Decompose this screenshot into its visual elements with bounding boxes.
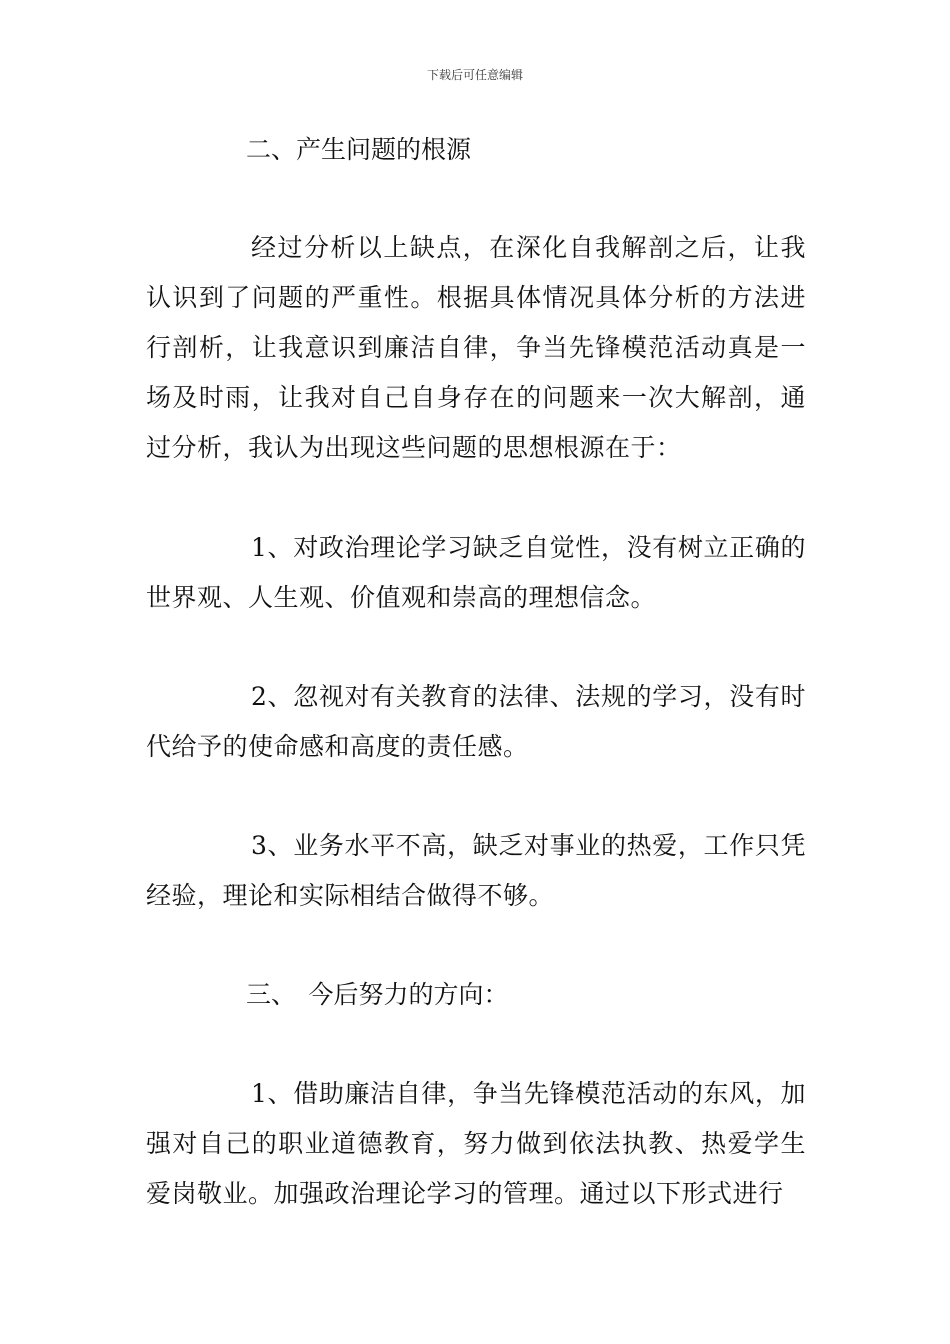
section-2-item-3: 3、业务水平不高，缺乏对事业的热爱，工作只凭经验，理论和实际相结合做得不够。: [146, 831, 806, 910]
section-heading-3: 三、 今后努力的方向：: [246, 980, 509, 1009]
section-3-item-1: 1、借助廉洁自律，争当先锋模范活动的东风，加强对自己的职业道德教育，努力做到依法执教、热爱学生爱岗敬业。加强政治理论学习的管理。通过以下形式进行: [146, 1079, 806, 1208]
section-heading-2: 二、产生问题的根源: [246, 135, 472, 164]
section-2-intro-paragraph: 经过分析以上缺点，在深化自我解剖之后，让我认识到了问题的严重性。根据具体情况具体分析的方法进行剖析，让我意识到廉洁自律，争当先锋模范活动真是一场及时雨，让我对自己自身存在的问题来一次大解剖，通过分析，我认为出现这些问题的思想根源在于：: [146, 233, 806, 462]
page-header: 下载后可任意编辑: [426, 68, 523, 82]
section-2-item-1: 1、对政治理论学习缺乏自觉性，没有树立正确的世界观、人生观、价值观和崇高的理想信念。: [146, 533, 806, 612]
section-2-item-2: 2、忽视对有关教育的法律、法规的学习，没有时代给予的使命感和高度的责任感。: [146, 682, 806, 761]
